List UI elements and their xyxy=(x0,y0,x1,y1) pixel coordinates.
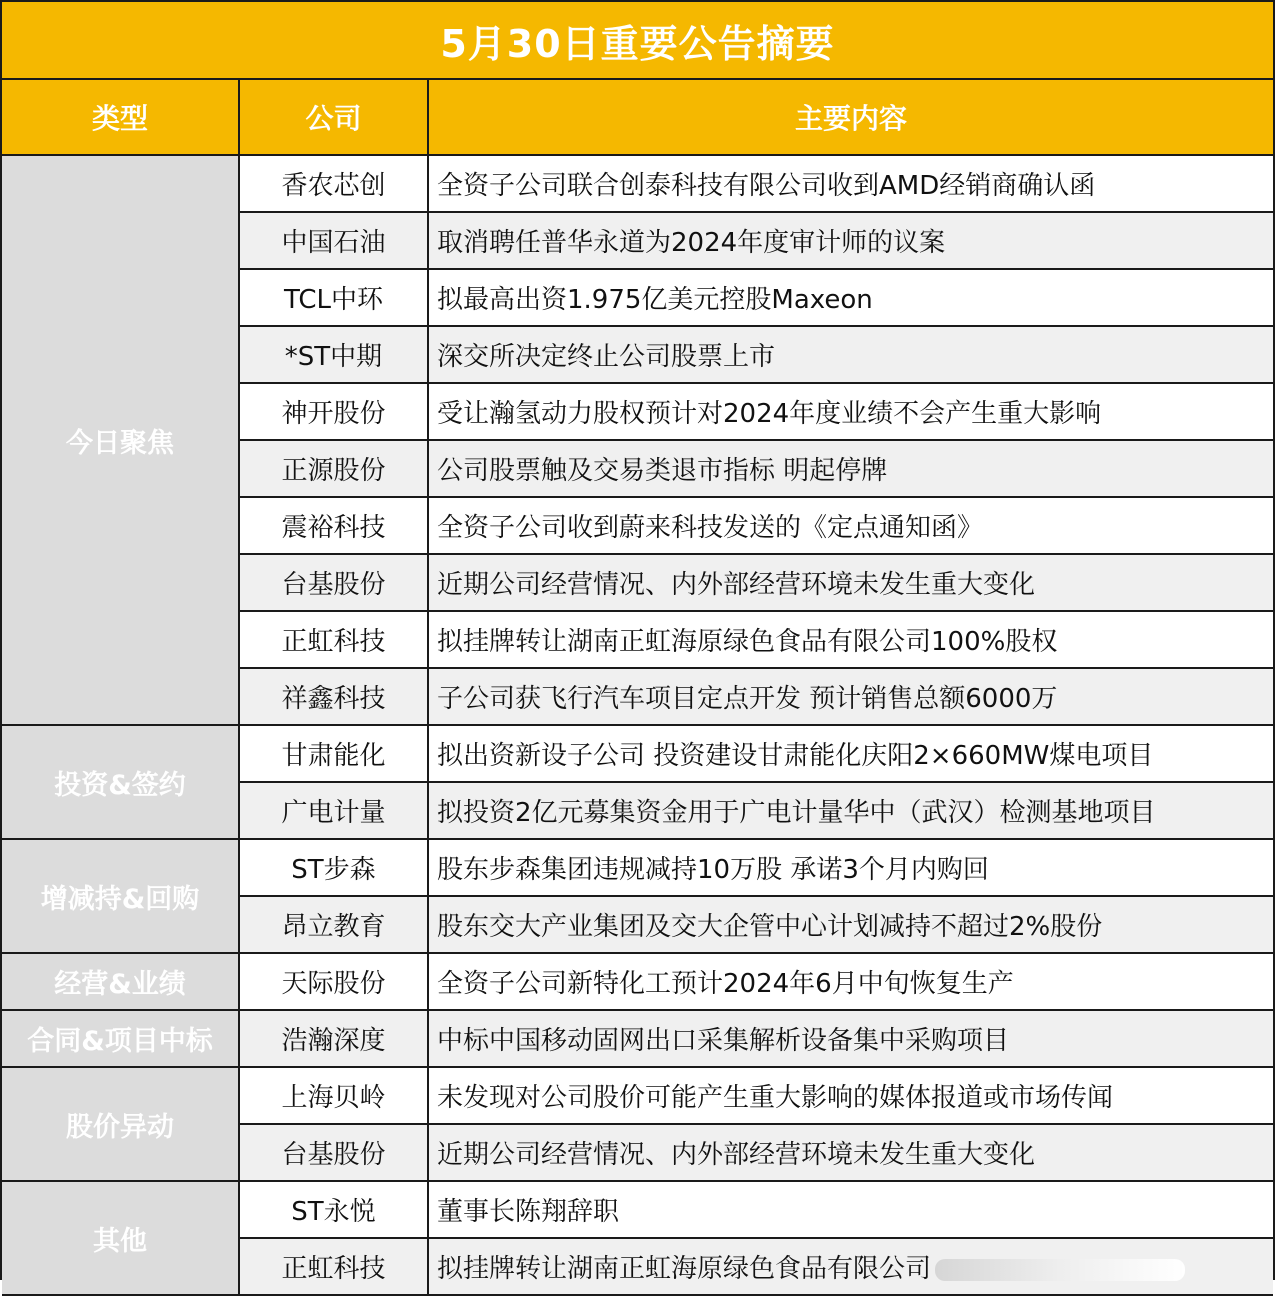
page-title: 5月30日重要公告摘要 xyxy=(2,2,1273,80)
company-cell: 上海贝岭 xyxy=(239,1067,428,1124)
content-cell xyxy=(428,611,1273,668)
content-cell xyxy=(428,1010,1273,1067)
company-cell: 正源股份 xyxy=(239,440,428,497)
category-cell: 投资&签约 xyxy=(2,725,239,839)
content-text: 全资子公司联合创泰科技有限公司收到AMD经销商确认函 xyxy=(437,171,1096,201)
content-text: 近期公司经营情况、内外部经营环境未发生重大变化 xyxy=(437,1140,1036,1170)
content-text: 受让瀚氢动力股权预计对2024年度业绩不会产生重大影响 xyxy=(437,399,1102,429)
company-cell: 震裕科技 xyxy=(239,497,428,554)
company-cell: 昂立教育 xyxy=(239,896,428,953)
truncated-fade xyxy=(935,1259,1185,1281)
category-cell: 增减持&回购 xyxy=(2,839,239,953)
content-cell xyxy=(428,1181,1273,1238)
content-cell xyxy=(428,1238,1273,1295)
company-cell: 甘肃能化 xyxy=(239,725,428,782)
content-text: 子公司获飞行汽车项目定点开发 预计销售总额6000万 xyxy=(437,684,1058,714)
content-text: 全资子公司收到蔚来科技发送的《定点通知函》 xyxy=(437,513,984,543)
company-cell: 浩瀚深度 xyxy=(239,1010,428,1067)
content-cell xyxy=(428,383,1273,440)
content-text: 董事长陈翔辞职 xyxy=(437,1197,620,1227)
header-row xyxy=(2,80,1273,155)
header-content: 主要内容 xyxy=(428,80,1273,155)
content-cell xyxy=(428,269,1273,326)
content-text: 拟挂牌转让湖南正虹海原绿色食品有限公司100%股权 xyxy=(437,627,1058,657)
company-cell: 台基股份 xyxy=(239,554,428,611)
company-cell: 中国石油 xyxy=(239,212,428,269)
content-text: 深交所决定终止公司股票上市 xyxy=(437,342,776,372)
company-cell: 正虹科技 xyxy=(239,1238,428,1295)
content-cell xyxy=(428,440,1273,497)
company-cell: 正虹科技 xyxy=(239,611,428,668)
content-text: 近期公司经营情况、内外部经营环境未发生重大变化 xyxy=(437,570,1036,600)
content-cell xyxy=(428,212,1273,269)
table-row xyxy=(2,725,1273,782)
content-cell xyxy=(428,1124,1273,1181)
content-text: 拟最高出资1.975亿美元控股Maxeon xyxy=(437,285,873,315)
category-cell: 合同&项目中标 xyxy=(2,1010,239,1067)
content-text: 全资子公司新特化工预计2024年6月中旬恢复生产 xyxy=(437,969,1014,999)
content-cell xyxy=(428,896,1273,953)
company-cell: TCL中环 xyxy=(239,269,428,326)
content-cell xyxy=(428,839,1273,896)
category-cell: 今日聚焦 xyxy=(2,155,239,725)
table-row xyxy=(2,155,1273,212)
content-text: 中标中国移动固网出口采集解析设备集中采购项目 xyxy=(437,1026,1010,1056)
table-body xyxy=(2,155,1273,1295)
company-cell: *ST中期 xyxy=(239,326,428,383)
content-cell xyxy=(428,155,1273,212)
content-cell xyxy=(428,725,1273,782)
company-cell: ST永悦 xyxy=(239,1181,428,1238)
table-row xyxy=(2,839,1273,896)
header-type: 类型 xyxy=(2,80,239,155)
category-cell: 其他 xyxy=(2,1181,239,1295)
company-cell: 天际股份 xyxy=(239,953,428,1010)
content-cell xyxy=(428,782,1273,839)
category-cell: 股价异动 xyxy=(2,1067,239,1181)
content-text: 拟出资新设子公司 投资建设甘肃能化庆阳2×660MW煤电项目 xyxy=(437,741,1154,771)
company-cell: ST步森 xyxy=(239,839,428,896)
content-cell xyxy=(428,1067,1273,1124)
table-row xyxy=(2,1010,1273,1067)
company-cell: 台基股份 xyxy=(239,1124,428,1181)
table-row xyxy=(2,953,1273,1010)
content-cell xyxy=(428,554,1273,611)
table-row xyxy=(2,1181,1273,1238)
announcement-table xyxy=(2,80,1273,1296)
content-cell xyxy=(428,953,1273,1010)
company-cell: 香农芯创 xyxy=(239,155,428,212)
content-text: 股东交大产业集团及交大企管中心计划减持不超过2%股份 xyxy=(437,912,1103,942)
content-text: 拟挂牌转让湖南正虹海原绿色食品有限公司 xyxy=(437,1254,932,1284)
content-text: 取消聘任普华永道为2024年度审计师的议案 xyxy=(437,228,946,258)
header-company: 公司 xyxy=(239,80,428,155)
category-cell: 经营&业绩 xyxy=(2,953,239,1010)
content-text: 股东步森集团违规减持10万股 承诺3个月内购回 xyxy=(437,855,989,885)
content-cell xyxy=(428,668,1273,725)
content-cell xyxy=(428,497,1273,554)
company-cell: 祥鑫科技 xyxy=(239,668,428,725)
table-row xyxy=(2,1067,1273,1124)
company-cell: 广电计量 xyxy=(239,782,428,839)
company-cell: 神开股份 xyxy=(239,383,428,440)
content-text: 拟投资2亿元募集资金用于广电计量华中（武汉）检测基地项目 xyxy=(437,798,1156,828)
content-text: 公司股票触及交易类退市指标 明起停牌 xyxy=(437,456,888,486)
content-cell xyxy=(428,326,1273,383)
content-text: 未发现对公司股价可能产生重大影响的媒体报道或市场传闻 xyxy=(437,1083,1114,1113)
